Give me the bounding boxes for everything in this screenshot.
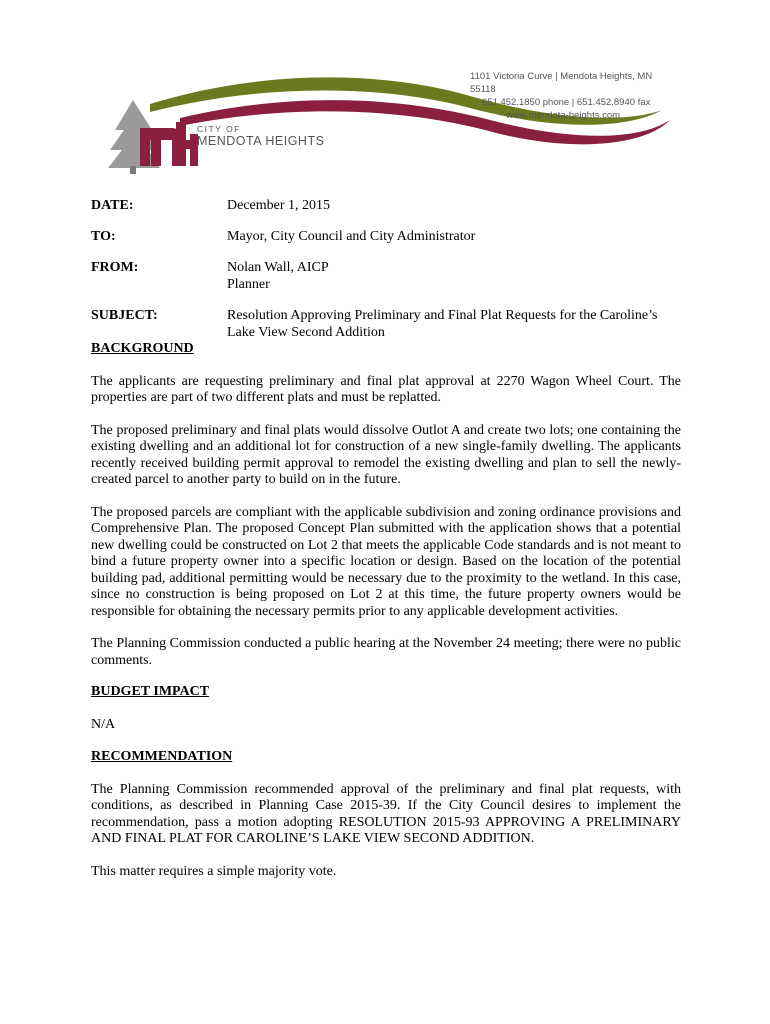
- to-row: [91, 228, 681, 245]
- from-name: Nolan Wall, AICP: [227, 260, 329, 275]
- budget-section: [91, 684, 681, 733]
- to-label: TO:: [91, 229, 116, 244]
- background-paragraph-4: The Planning Commission conducted a public hearing at the November 24 meeting; there were no public comments.: [91, 636, 681, 668]
- from-row: [91, 259, 681, 293]
- subject-label: SUBJECT:: [91, 308, 158, 323]
- to-value: Mayor, City Council and City Administrator: [227, 229, 476, 244]
- subject-line-1: Resolution Approving Preliminary and Final Plat Requests for the Caroline’s: [227, 308, 658, 323]
- letterhead: [0, 0, 770, 190]
- background-heading: BACKGROUND: [91, 341, 194, 356]
- subject-line-2: Lake View Second Addition: [227, 325, 385, 340]
- recommendation-section: [91, 749, 681, 880]
- from-title: Planner: [227, 277, 270, 292]
- date-row: [91, 197, 681, 214]
- memo-header: [91, 197, 681, 355]
- subject-row: [91, 307, 681, 341]
- phone-line: 651.452.1850 phone | 651.452.8940 fax: [482, 97, 651, 108]
- recommendation-paragraph-1: The Planning Commission recommended approval of the preliminary and final plat requests, with conditions, as described in Planning Case 2015-39. If the City Council desires to implement the recommendation, pass a motion adopting RESOLUTION 2015-93 APPROVING A PRELIMINARY AND FINAL PLAT FOR CAROLINE’S LAKE VIEW SECOND ADDITION.: [91, 781, 681, 846]
- background-section: [91, 341, 681, 669]
- date-label: DATE:: [91, 198, 134, 213]
- background-paragraph-3: The proposed parcels are compliant with the applicable subdivision and zoning ordinance provisions and Comprehensive Plan. The proposed Concept Plan submitted with the application shows that a potential new dwelling could be constructed on Lot 2 that meets the applicable Code standards and is not meant to bind a future property owner into a specific location or design. Based on the location of the potential building pad, additional permitting would be necessary due to the proximity to the wetland. In this case, since no construction is being proposed on Lot 2 at this time, the future property owners would be responsible for obtaining the necessary permits prior to any applicable development activities.: [91, 504, 681, 619]
- subject-value: [227, 307, 681, 341]
- from-label: FROM:: [91, 260, 139, 275]
- city-name-label: MENDOTA HEIGHTS: [197, 134, 325, 148]
- background-paragraph-1: The applicants are requesting preliminary and final plat approval at 2270 Wagon Wheel Court. The properties are part of two different plats and must be replatted.: [91, 373, 681, 405]
- recommendation-paragraph-2: This matter requires a simple majority vote.: [91, 863, 337, 879]
- website-link[interactable]: www.mendota-heights.com: [506, 110, 621, 121]
- background-paragraph-2: The proposed preliminary and final plats would dissolve Outlot A and create two lots; one containing the existing dwelling and an additional lot for construction of a new single-family dwelling. The applicants recently received building permit approval to remodel the existing dwelling and plan to sell the newly-created parcel to another party to build on in the future.: [91, 422, 681, 487]
- address-block: [470, 70, 670, 122]
- recommendation-heading: RECOMMENDATION: [91, 749, 233, 764]
- from-value: [227, 259, 681, 293]
- address-line: 1101 Victoria Curve | Mendota Heights, MN 55118: [470, 71, 653, 95]
- budget-text: N/A: [91, 716, 116, 732]
- budget-heading: BUDGET IMPACT: [91, 684, 210, 699]
- date-value: December 1, 2015: [227, 198, 331, 213]
- mh-monogram: [140, 122, 198, 166]
- city-of-label: CITY OF: [197, 124, 241, 134]
